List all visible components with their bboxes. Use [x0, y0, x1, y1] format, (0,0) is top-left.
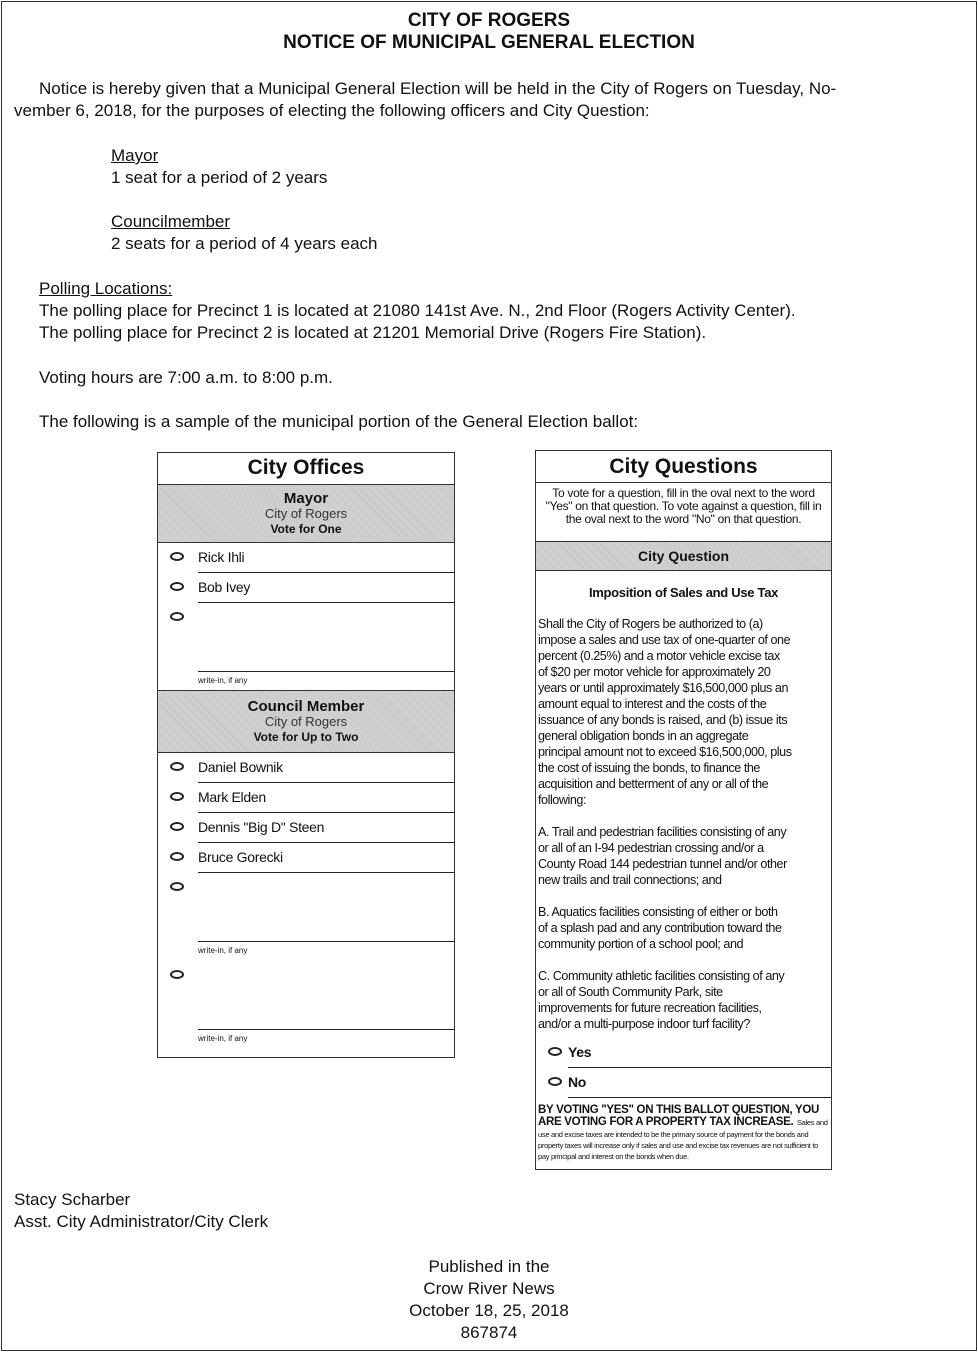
tax-warning: BY VOTING "YES" ON THIS BALLOT QUESTION, YOU ARE VOTING FOR A PROPERTY TAX INCREASE. — [538, 1104, 819, 1128]
question-item-c: C. Community athletic facilities consisting of any or all of South Community Park, site improvements for future recreation facilities, and/or a multi-purpose indoor turf facility? — [538, 969, 785, 1031]
mayor-jurisdiction: City of Rogers — [264, 506, 348, 521]
intro-line-2: vember 6, 2018, for the purposes of electing the following officers and City Question: — [14, 101, 650, 120]
oval-icon[interactable] — [548, 1047, 562, 1056]
candidate-name: Bruce Gorecki — [198, 843, 454, 873]
title-line-2: NOTICE OF MUNICIPAL GENERAL ELECTION — [283, 32, 695, 53]
question-body: Shall the City of Rogers be authorized to (a) impose a sales and use tax of one-quarter of one percent (0.25%) and a motor vehicle excise tax of $20 per motor vehicle for approximately 20 years or until approximately $16,500,000 plus an amount equal to interest and the costs of the issuance of any bonds is raised, and (b) issue its general obligation bonds in an aggregate principal amount not to exceed $16,500,000, plus the cost of issuing the bonds, to finance the acquisition and betterment of any or all of the following: — [538, 617, 792, 807]
council-office: Council Member — [247, 698, 365, 715]
answer-yes[interactable] — [536, 1038, 831, 1068]
candidate-name: Bob Ivey — [198, 573, 454, 603]
mayor-header — [158, 485, 454, 543]
oval-icon[interactable] — [170, 792, 184, 801]
question-heading: Imposition of Sales and Use Tax — [588, 585, 779, 600]
mayor-instruction: Vote for One — [270, 522, 342, 536]
candidate-row[interactable] — [158, 843, 454, 873]
ballot-city-offices — [157, 452, 455, 1058]
candidate-row[interactable] — [158, 813, 454, 843]
council-instruction: Vote for Up to Two — [253, 730, 359, 744]
oval-icon[interactable] — [170, 552, 184, 561]
candidate-name: Dennis "Big D" Steen — [198, 813, 454, 843]
ballot-title: City Questions — [536, 451, 831, 483]
signature-title: Asst. City Administrator/City Clerk — [14, 1212, 269, 1231]
answer-label: Yes — [568, 1038, 831, 1068]
candidate-name: Rick Ihli — [198, 543, 454, 573]
question-item-a: A. Trail and pedestrian facilities consisting of any or all of an I-94 pedestrian crossing and/or a County Road 144 pedestrian tunnel and/or other new trails and trail connections; and — [538, 825, 787, 887]
tax-fine-print: Sales and use and excise taxes are intended to be the primary source of payment for the bonds and property taxes will increase only if sales and use and excise tax revenues are not sufficient to pay principal and interest on the bonds when due. — [538, 1118, 828, 1161]
ballot-title: City Offices — [158, 453, 454, 485]
council-jurisdiction: City of Rogers — [264, 714, 348, 729]
candidate-row[interactable] — [158, 753, 454, 783]
ballot-city-questions — [535, 450, 832, 1170]
publication-dates: October 18, 25, 2018 — [409, 1301, 569, 1320]
candidate-row[interactable] — [158, 543, 454, 573]
intro-line-1: Notice is hereby given that a Municipal General Election will be held in the City of Rogers on Tuesday, No- — [39, 79, 837, 98]
publication-id: 867874 — [460, 1323, 518, 1342]
candidate-name: Mark Elden — [198, 783, 454, 813]
answer-no[interactable] — [536, 1068, 831, 1098]
signature-name: Stacy Scharber — [14, 1190, 131, 1209]
write-in-label: write-in, if any — [198, 676, 248, 685]
write-in-row[interactable] — [158, 873, 454, 961]
candidate-name: Daniel Bownik — [198, 753, 454, 783]
oval-icon[interactable] — [170, 582, 184, 591]
question-instructions: To vote for a question, fill in the oval next to the word "Yes" on that question. To vote against a question, fill in the oval next to the word "No" on that question. — [545, 486, 822, 526]
office-council-seats: 2 seats for a period of 4 years each — [111, 234, 378, 253]
publication-paper: Crow River News — [423, 1279, 555, 1298]
write-in-row[interactable] — [158, 603, 454, 691]
candidate-row[interactable] — [158, 783, 454, 813]
oval-icon[interactable] — [170, 612, 184, 621]
voting-hours: Voting hours are 7:00 a.m. to 8:00 p.m. — [39, 368, 333, 387]
polling-precinct-1: The polling place for Precinct 1 is located at 21080 141st Ave. N., 2nd Floor (Rogers Activity Center). — [39, 301, 796, 320]
publication-line: Published in the — [428, 1257, 550, 1276]
answer-label: No — [568, 1068, 831, 1098]
write-in-label: write-in, if any — [198, 946, 248, 955]
question-item-b: B. Aquatics facilities consisting of either or both of a splash pad and any contribution toward the community portion of a school pool; and — [538, 905, 782, 951]
office-mayor: Mayor — [111, 146, 159, 165]
oval-icon[interactable] — [548, 1077, 562, 1086]
question-section: City Question — [536, 541, 831, 571]
mayor-office: Mayor — [283, 490, 329, 507]
candidate-row[interactable] — [158, 573, 454, 603]
polling-precinct-2: The polling place for Precinct 2 is located at 21201 Memorial Drive (Rogers Fire Station). — [39, 323, 707, 342]
oval-icon[interactable] — [170, 970, 184, 979]
sample-intro: The following is a sample of the municipal portion of the General Election ballot: — [39, 412, 639, 431]
oval-icon[interactable] — [170, 822, 184, 831]
council-header — [158, 691, 454, 753]
oval-icon[interactable] — [170, 852, 184, 861]
write-in-row[interactable] — [158, 961, 454, 1049]
notice-title — [0, 10, 978, 54]
oval-icon[interactable] — [170, 762, 184, 771]
title-line-1: CITY OF ROGERS — [407, 10, 571, 31]
write-in-label: write-in, if any — [198, 1034, 248, 1043]
publication — [0, 1256, 978, 1344]
oval-icon[interactable] — [170, 882, 184, 891]
polling-heading: Polling Locations: — [39, 279, 173, 298]
office-mayor-seats: 1 seat for a period of 2 years — [111, 168, 328, 187]
office-council: Councilmember — [111, 212, 231, 231]
